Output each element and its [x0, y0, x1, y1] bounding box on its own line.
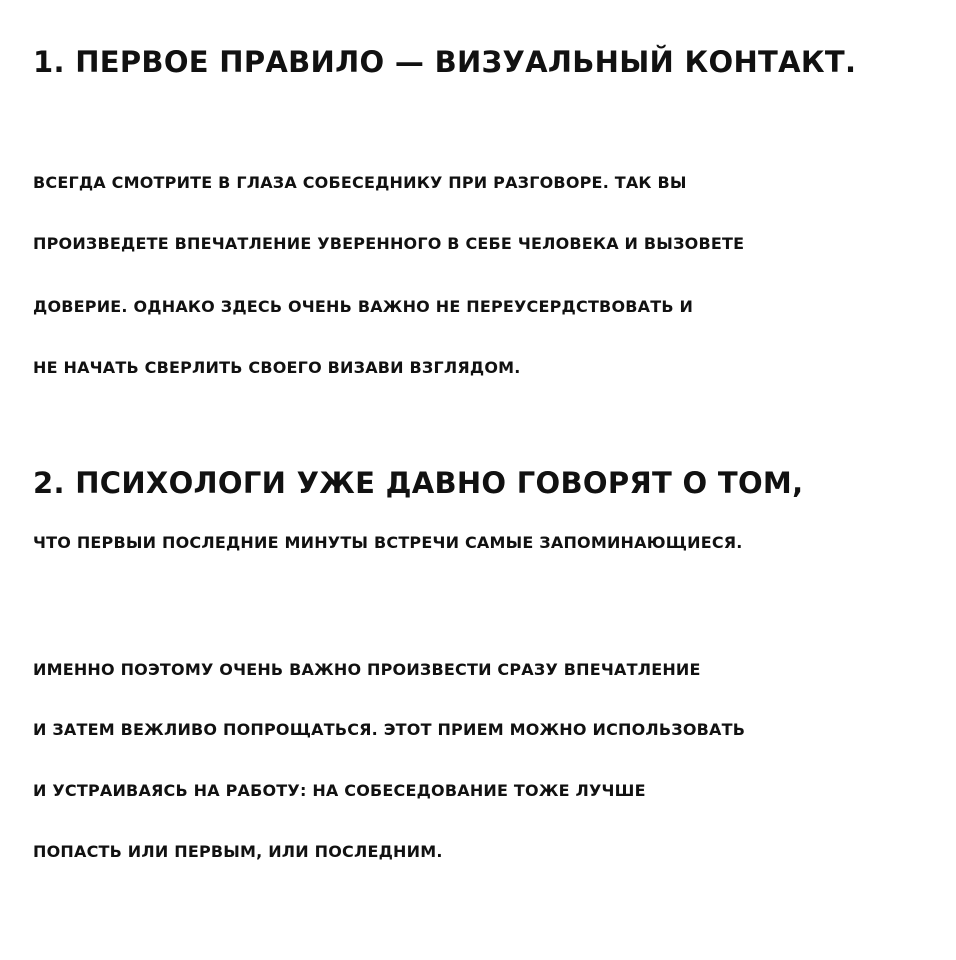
- section-1-line-4: НЕ НАЧАТЬ СВЕРЛИТЬ СВОЕГО ВИЗАВИ ВЗГЛЯДОМ.: [33, 358, 521, 377]
- section-2-heading: 2. ПСИХОЛОГИ УЖЕ ДАВНО ГОВОРЯТ О ТОМ,: [33, 466, 804, 500]
- section-2-line-1: ИМЕННО ПОЭТОМУ ОЧЕНЬ ВАЖНО ПРОИЗВЕСТИ СРАЗУ ВПЕЧАТЛЕНИЕ: [33, 660, 701, 679]
- section-1-heading: 1. ПЕРВОЕ ПРАВИЛО — ВИЗУАЛЬНЫЙ КОНТАКТ.: [33, 45, 857, 79]
- section-2-line-4: ПОПАСТЬ ИЛИ ПЕРВЫМ, ИЛИ ПОСЛЕДНИМ.: [33, 842, 443, 861]
- section-1-line-3: ДОВЕРИЕ. ОДНАКО ЗДЕСЬ ОЧЕНЬ ВАЖНО НЕ ПЕРЕУСЕРДСТВОВАТЬ И: [33, 297, 694, 316]
- section-1-line-2: ПРОИЗВЕДЕТЕ ВПЕЧАТЛЕНИЕ УВЕРЕННОГО В СЕБЕ ЧЕЛОВЕКА И ВЫЗОВЕТЕ: [33, 234, 745, 253]
- section-2-subline: ЧТО ПЕРВЫИ ПОСЛЕДНИЕ МИНУТЫ ВСТРЕЧИ САМЫЕ ЗАПОМИНАЮЩИЕСЯ.: [33, 533, 743, 552]
- section-2-line-3: И УСТРАИВАЯСЬ НА РАБОТУ: НА СОБЕСЕДОВАНИЕ ТОЖЕ ЛУЧШЕ: [33, 781, 646, 800]
- section-1-line-1: ВСЕГДА СМОТРИТЕ В ГЛАЗА СОБЕСЕДНИКУ ПРИ РАЗГОВОРЕ. ТАК ВЫ: [33, 173, 687, 192]
- section-2-line-2: И ЗАТЕМ ВЕЖЛИВО ПОПРОЩАТЬСЯ. ЭТОТ ПРИЕМ МОЖНО ИСПОЛЬЗОВАТЬ: [33, 720, 746, 739]
